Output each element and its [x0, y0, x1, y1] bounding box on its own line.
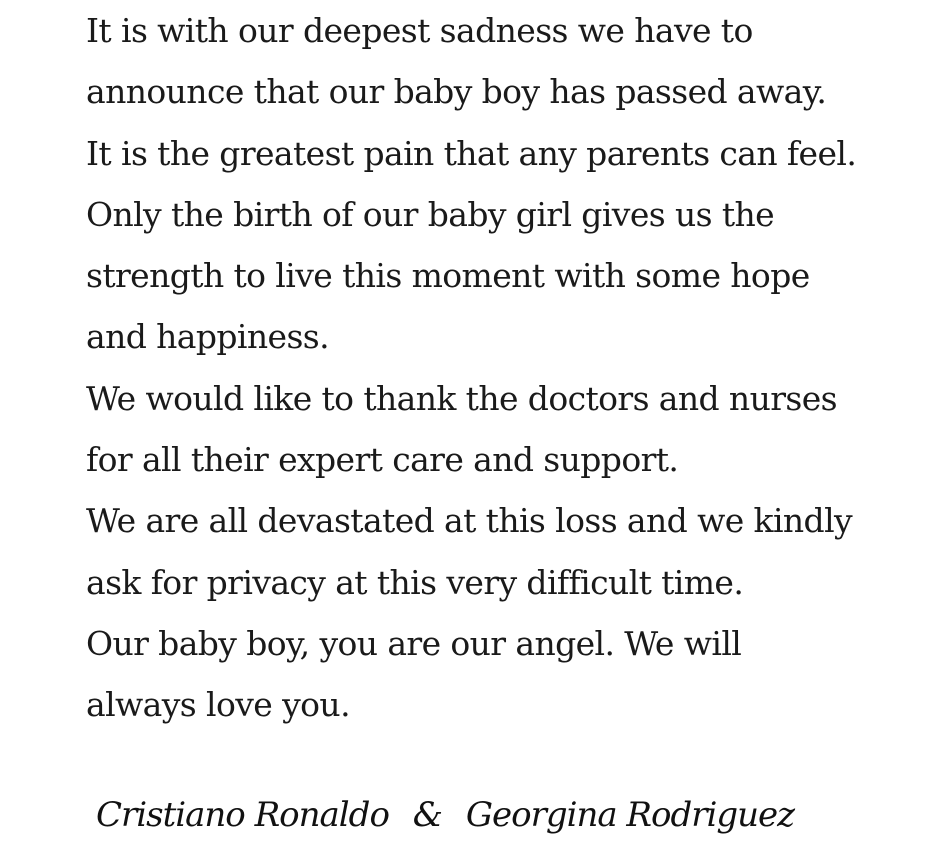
handwritten-signature [96, 780, 795, 860]
statement-line: It is the greatest pain that any parents can feel. [86, 133, 857, 173]
signature-name-cristiano: Cristiano Ronaldo [96, 795, 389, 835]
statement-line: ask for privacy at this very difficult time. [86, 562, 744, 602]
statement-line: Our baby boy, you are our angel. We will [86, 623, 742, 663]
statement-line: We would like to thank the doctors and nurses [86, 378, 838, 418]
statement-line: and happiness. [86, 317, 330, 357]
statement-body [86, 0, 906, 736]
statement-line: strength to live this moment with some hope [86, 256, 810, 296]
statement-line: always love you. [86, 685, 350, 725]
statement-line: We are all devastated at this loss and we kindly [86, 501, 853, 541]
signature-name-georgina: Georgina Rodriguez [465, 795, 795, 835]
statement-line: for all their expert care and support. [86, 440, 679, 480]
signature-ampersand: & [412, 795, 442, 835]
statement-line: announce that our baby boy has passed away. [86, 72, 827, 112]
statement-line: It is with our deepest sadness we have to [86, 11, 753, 50]
statement-line: Only the birth of our baby girl gives us the [86, 194, 775, 234]
